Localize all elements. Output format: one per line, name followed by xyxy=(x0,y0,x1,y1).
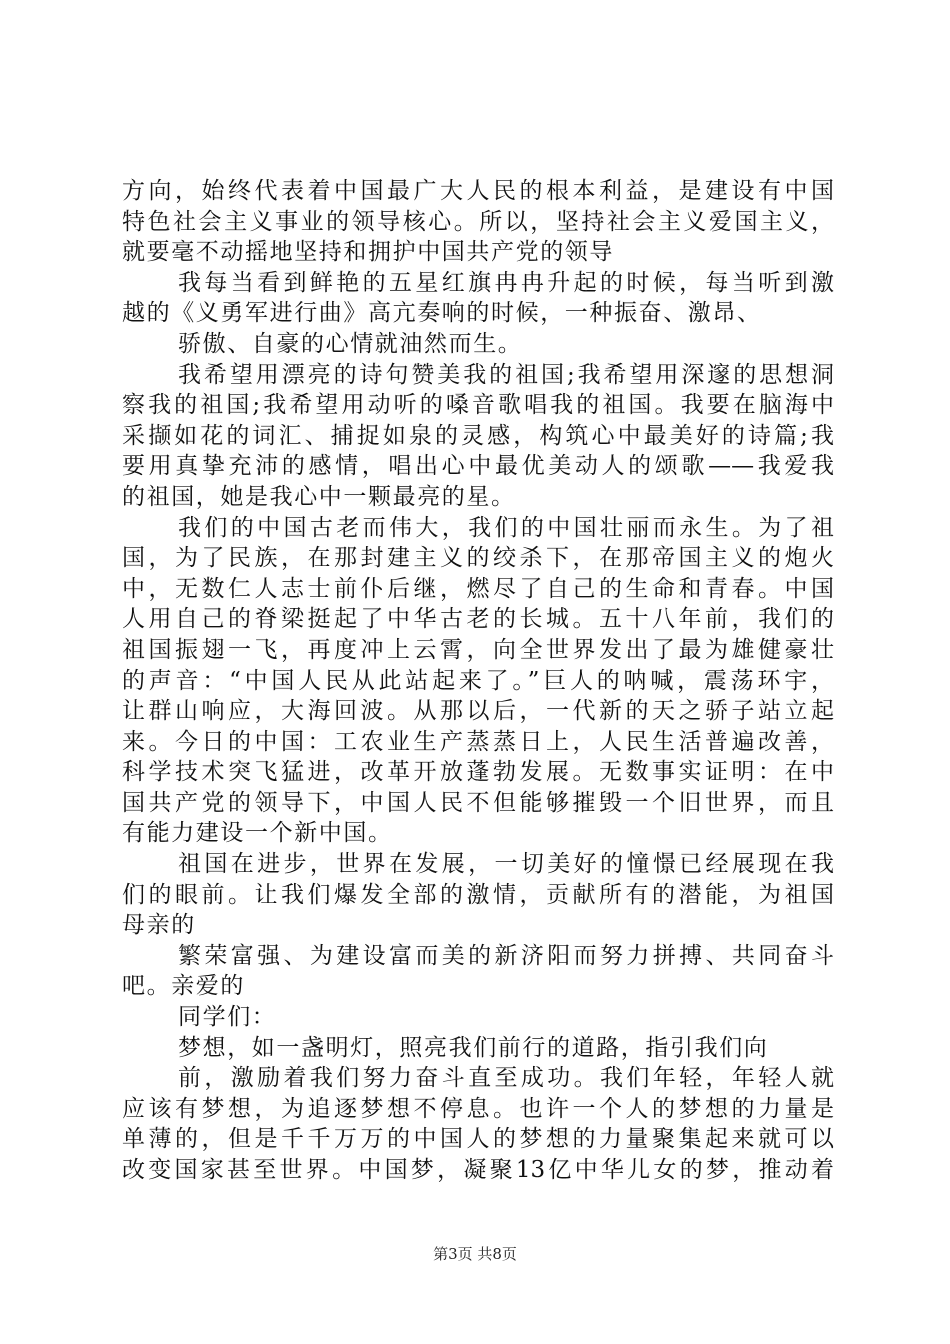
text-line: 要用真挚充沛的感情，唱出心中最优美动人的颂歌——我爱我 xyxy=(122,453,834,480)
text-line: 们的眼前。让我们爆发全部的激情，贡献所有的潜能，为祖国 xyxy=(122,881,834,908)
text-line: 国共产党的领导下，中国人民不但能够摧毁一个旧世界，而且 xyxy=(122,789,834,816)
text-line: 特色社会主义事业的领导核心。所以，坚持社会主义爱国主义， xyxy=(122,208,834,235)
text-line: 繁荣富强、为建设富而美的新济阳而努力拼搏、共同奋斗 xyxy=(178,942,834,969)
text-line: 单薄的，但是千千万万的中国人的梦想的力量聚集起来就可以 xyxy=(122,1126,834,1153)
text-line: 我们的中国古老而伟大，我们的中国壮丽而永生。为了祖 xyxy=(178,514,834,541)
text-line: 前，激励着我们努力奋斗直至成功。我们年轻，年轻人就 xyxy=(178,1065,834,1092)
text-line: 就要毫不动摇地坚持和拥护中国共产党的领导 xyxy=(122,239,614,266)
page-number-footer: 第3页 共8页 xyxy=(433,1245,517,1263)
text-line: 同学们： xyxy=(178,1004,277,1031)
text-line: 科学技术突飞猛进，改革开放蓬勃发展。无数事实证明：在中 xyxy=(122,759,834,786)
text-line: 祖国振翅一飞，再度冲上云霄，向全世界发出了最为雄健豪壮 xyxy=(122,636,834,663)
text-line: 改变国家甚至世界。中国梦，凝聚13亿中华儿女的梦，推动着 xyxy=(122,1157,834,1183)
document-body xyxy=(122,176,834,1186)
text-line: 越的《义勇军进行曲》高亢奏响的时候，一种振奋、激昂、 xyxy=(122,300,762,327)
text-line: 祖国在进步，世界在发展，一切美好的憧憬已经展现在我 xyxy=(178,851,834,878)
text-line: 方向，始终代表着中国最广大人民的根本利益，是建设有中国 xyxy=(122,178,834,204)
text-line: 母亲的 xyxy=(122,912,196,939)
text-line: 吧。亲爱的 xyxy=(122,973,245,1000)
text-line: 察我的祖国;我希望用动听的嗓音歌唱我的祖国。我要在脑海中 xyxy=(122,392,834,419)
text-line: 来。今日的中国：工农业生产蒸蒸日上，人民生活普遍改善， xyxy=(122,728,834,755)
text-line: 的声音：“中国人民从此站起来了。”巨人的呐喊，震荡环宇， xyxy=(122,667,834,694)
text-line: 有能力建设一个新中国。 xyxy=(122,820,393,847)
text-line: 人用自己的脊梁挺起了中华古老的长城。五十八年前，我们的 xyxy=(122,606,834,633)
text-line: 让群山响应，大海回波。从那以后，一代新的天之骄子站立起 xyxy=(122,698,834,725)
text-line: 骄傲、自豪的心情就油然而生。 xyxy=(178,330,523,357)
text-line: 我希望用漂亮的诗句赞美我的祖国;我希望用深邃的思想洞 xyxy=(178,361,834,388)
text-line: 的祖国，她是我心中一颗最亮的星。 xyxy=(122,483,516,510)
text-line: 梦想，如一盏明灯，照亮我们前行的道路，指引我们向 xyxy=(178,1034,769,1061)
text-line: 中，无数仁人志士前仆后继，燃尽了自己的生命和青春。中国 xyxy=(122,575,834,602)
text-line: 采撷如花的词汇、捕捉如泉的灵感，构筑心中最美好的诗篇;我 xyxy=(122,422,834,449)
text-line: 我每当看到鲜艳的五星红旗冉冉升起的时候，每当听到激 xyxy=(178,269,834,296)
text-line: 应该有梦想，为追逐梦想不停息。也许一个人的梦想的力量是 xyxy=(122,1095,834,1122)
text-line: 国，为了民族，在那封建主义的绞杀下，在那帝国主义的炮火 xyxy=(122,545,834,572)
